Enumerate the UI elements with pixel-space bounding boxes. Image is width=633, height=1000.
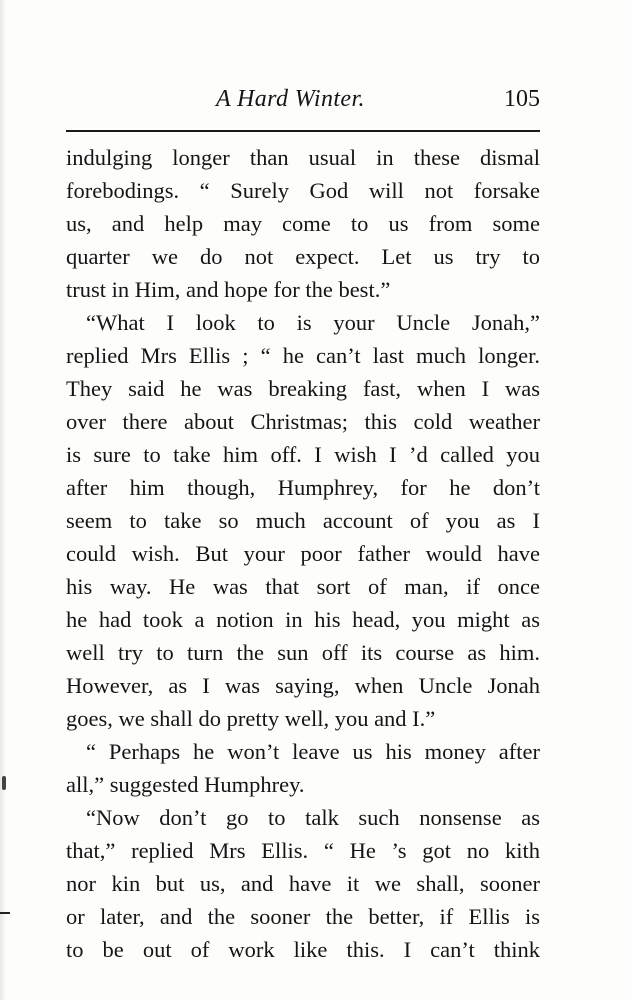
text-line: he had took a notion in his head, you might as (66, 607, 540, 632)
text-line: over there about Christmas; this cold weather (66, 409, 540, 434)
text-line: to be out of work like this. I can’t think (66, 937, 540, 962)
page-header (66, 78, 540, 118)
text-line: “Now don’t go to talk such nonsense as (86, 805, 540, 830)
running-title: A Hard Winter. (216, 86, 365, 112)
text-line: forebodings. “ Surely God will not forsake (66, 178, 540, 203)
text-line: replied Mrs Ellis ; “ he can’t last much longer. (66, 343, 540, 368)
text-line: seem to take so much account of you as I (66, 508, 540, 533)
text-line: after him though, Humphrey, for he don’t (66, 475, 540, 500)
text-line: is sure to take him off. I wish I ’d called you (66, 442, 540, 467)
text-line: “What I look to is your Uncle Jonah,” (86, 310, 540, 335)
header-rule (66, 130, 540, 132)
text-line: all,” suggested Humphrey. (66, 772, 305, 797)
text-line: that,” replied Mrs Ellis. “ He ’s got no kith (66, 838, 540, 863)
margin-mark (0, 912, 10, 914)
body-text (66, 141, 540, 966)
text-line: However, as I was saying, when Uncle Jonah (66, 673, 540, 698)
text-line: nor kin but us, and have it we shall, sooner (66, 871, 540, 896)
page-number: 105 (504, 86, 540, 112)
text-line: quarter we do not expect. Let us try to (66, 244, 540, 269)
margin-mark (2, 776, 6, 790)
text-line: goes, we shall do pretty well, you and I.” (66, 706, 436, 731)
text-line: could wish. But your poor father would have (66, 541, 540, 566)
text-line: indulging longer than usual in these dismal (66, 145, 540, 170)
text-line: well try to turn the sun off its course as him. (66, 640, 540, 665)
text-line: “ Perhaps he won’t leave us his money after (86, 739, 540, 764)
text-line: trust in Him, and hope for the best.” (66, 277, 391, 302)
page-gutter-shadow (0, 0, 6, 1000)
text-line: his way. He was that sort of man, if once (66, 574, 540, 599)
text-line: They said he was breaking fast, when I was (66, 376, 540, 401)
text-line: us, and help may come to us from some (66, 211, 540, 236)
text-line: or later, and the sooner the better, if Ellis is (66, 904, 540, 929)
